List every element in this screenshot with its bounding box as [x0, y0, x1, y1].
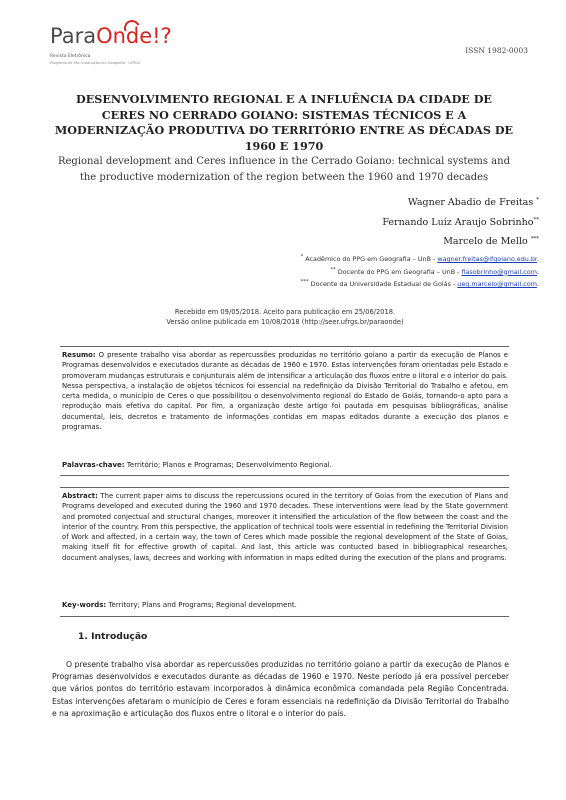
keywords-text: Território; Planos e Programas; Desenvolvimento Regional.	[124, 461, 332, 469]
issn-label: ISSN 1982-0003	[465, 46, 528, 55]
affiliation-2	[301, 265, 539, 278]
abstract-en	[62, 491, 508, 563]
publication-dates	[100, 307, 470, 327]
online-version-line: Versão online publicada em 10/08/2018 (http://seer.ufrgs.br/paraonde)	[166, 318, 404, 326]
author-2	[382, 212, 539, 232]
abstract-label: Abstract:	[62, 492, 98, 500]
logo-wordmark	[50, 24, 172, 48]
abstract-text: O presente trabalho visa abordar as repercussões produzidas no território goiano a partir da execução de Planos e Programas desenvolvidos e executados durante as décadas de 1960 e 1970. Estas intervenções foram orientadas pelo Estado e promoveram mudanças estruturais e conjunturais além de intensificar a articulação dos fluxos entre o litoral e o interior do país. Nessa perspectiva, a instalação de objetos técnicos foi essencial na redefinição da Divisão Territorial do Trabalho e afetou, em certa medida, o município de Ceres o que possibilitou o desenvolvimento regional do Estado de Goiás, tornando-o apto para a reprodução mais efetiva do capital. Por fim, a organização deste artigo foi pautada em pesquisas bibliográficas, análise documental, leis, decretos e tratamento de informações contidas em mapas editados durante a execução dos planos e programas.	[62, 351, 508, 432]
affiliation-mark: **	[330, 266, 336, 273]
affiliation-mark: *	[300, 254, 304, 260]
author-3	[382, 231, 539, 251]
logo-part-para: Para	[50, 24, 97, 48]
author-email-link[interactable]: flasobrinho@gmail.com	[461, 267, 537, 276]
journal-logo	[50, 20, 190, 72]
keywords-label: Key-words:	[62, 601, 107, 609]
affiliation-list	[301, 252, 539, 290]
logo-program: Programa de Pós-Graduação em Geografia - UFRGS	[50, 61, 141, 65]
keywords-en	[62, 601, 297, 609]
author-email-link[interactable]: wagner.freitas@ifgoiano.edu.br	[437, 255, 537, 264]
affiliation-text: Acadêmico do PPG em Geografia – UnB -	[303, 255, 438, 264]
keywords-pt	[62, 461, 332, 469]
section-body: O presente trabalho visa abordar as repercussões produzidas no território goiano a partir da execução de Planos e Programas desenvolvidos e executados durante as décadas de 1960 e 1970. Neste período já era possível perceber que vários pontos do território estavam incorporados à dinâmica econômica comandada pela Região Concentrada. Estas intervenções afetaram o município de Ceres e foram essenciais na redefinição da Divisão Territorial do Trabalho e na aproximação e articulação dos fluxos entre o litoral e o interior do país.	[52, 660, 509, 718]
author-1	[382, 192, 539, 212]
author-name: Fernando Luíz Araujo Sobrinho	[382, 216, 534, 228]
affiliation-end: .	[536, 267, 539, 276]
author-mark: *	[536, 197, 539, 203]
paper-title: DESENVOLVIMENTO REGIONAL E A INFLUÊNCIA DA CIDADE DE CERES NO CERRADO GOIANO: SISTEMAS TÉCNICOS E A MODERNIZAÇÃO PRODUTIVA DO TERRITÓRIO ENTRE AS DÉCADAS DE 1960 E 1970	[54, 92, 514, 153]
affiliation-1	[301, 252, 539, 265]
affiliation-mark: ***	[300, 279, 309, 286]
author-mark: ***	[530, 236, 539, 242]
affiliation-text: Docente do PPG em Geografia – UnB -	[335, 267, 462, 276]
affiliation-text: Docente da Universidade Estadual de Goiás -	[308, 280, 458, 289]
affiliation-3	[301, 277, 539, 290]
affiliation-end: .	[536, 255, 539, 264]
paper-title-english: Regional development and Ceres influence in the Cerrado Goiano: technical systems and the productive modernization of the region between the 1960 and 1970 decades	[57, 156, 510, 183]
logo-part-onde: Onde!?	[96, 24, 172, 48]
author-name: Marcelo de Mello	[443, 236, 528, 247]
author-name: Wagner Abadio de Freitas	[407, 197, 534, 208]
keywords-label: Palavras-chave:	[62, 461, 125, 469]
author-mark: **	[533, 216, 539, 223]
received-accepted-line: Recebido em 09/05/2018. Aceito para publicação em 25/06/2018.	[174, 308, 396, 316]
logo-subtitle: Revista Eletrônica	[50, 54, 91, 59]
abstract-label: Resumo:	[62, 351, 96, 359]
abstract-text: The current paper aims to discuss the repercussions ocured in the territory of Goias from the execution of Plans and Programs developed and executed during the 1960 and 1970 decades. These interventions were lead by the State government and promoted conjectual and structural changes, moreover it intensified the articulation of the flow between the coast and the interior of the country. From this perspective, the application of technical tools were essential in redefining the Territorial Division of Work and affected, in a certain way, the town of Ceres which made possible the regional development of the State of Goias, making itself fit for effective growth of capital. And last, this article was contucted based in bibliographical researches, document analyses, laws, decrees and working with information in maps edited during the execution of the plans and programs.	[62, 492, 508, 562]
affiliation-end: .	[536, 280, 539, 289]
keywords-text: Territory; Plans and Programs; Regional development.	[106, 601, 297, 609]
abstract-pt	[62, 350, 508, 432]
author-list	[382, 192, 539, 251]
author-email-link[interactable]: ueg.marcelo@gmail.com	[457, 280, 537, 289]
section-heading: 1. Introdução	[78, 631, 148, 642]
